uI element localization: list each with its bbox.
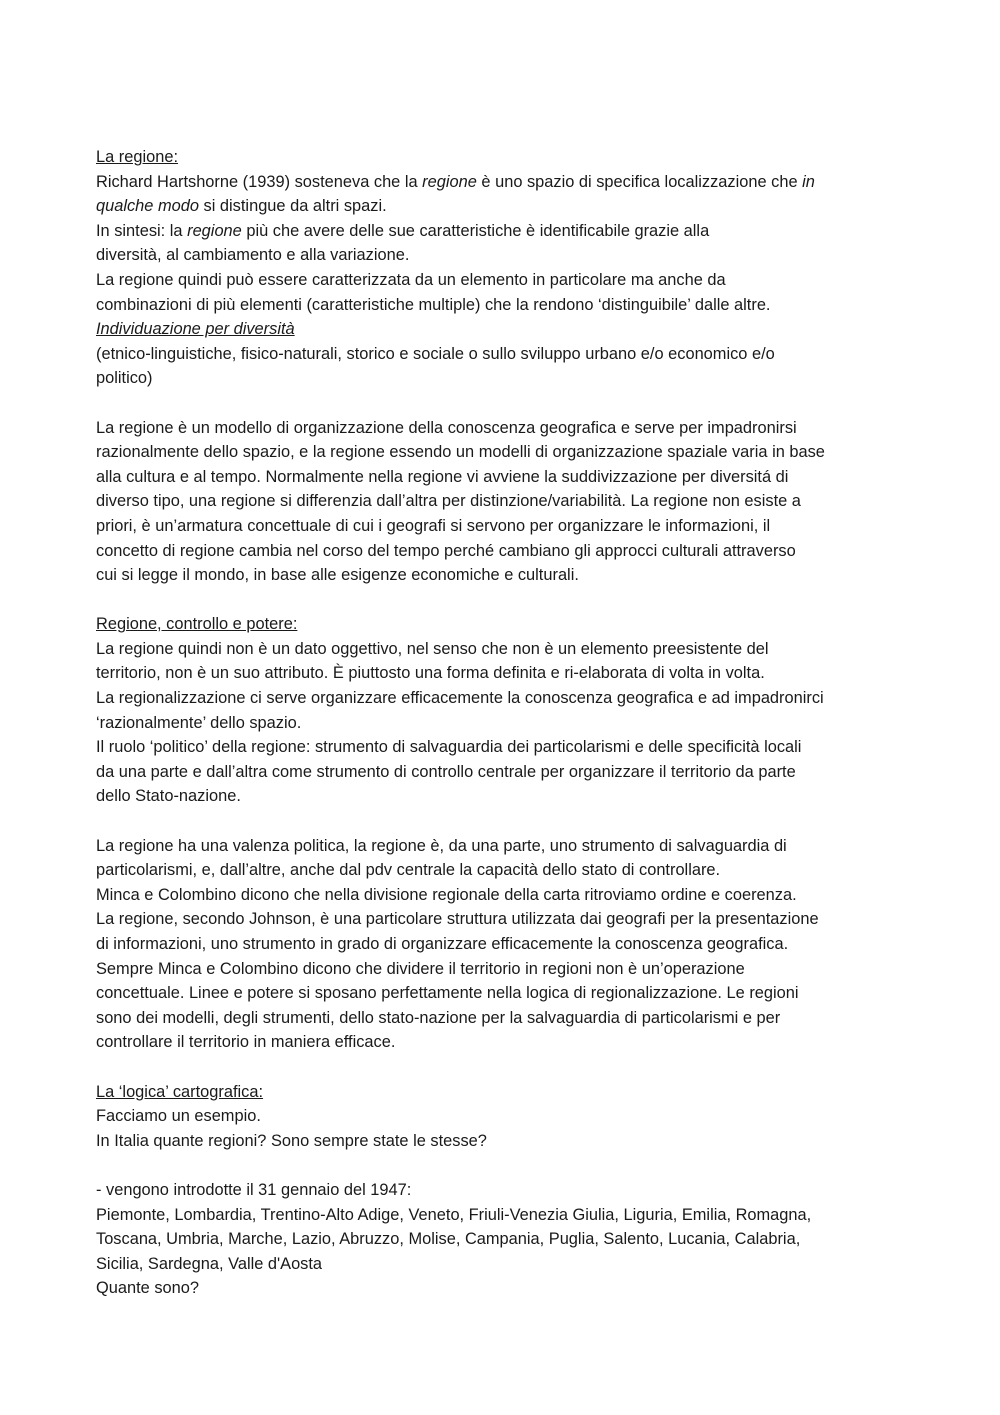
paragraph-line: concetto di regione cambia nel corso del tempo perché cambiano gli approcci culturali attraverso xyxy=(96,541,796,560)
paragraph-line: di informazioni, uno strumento in grado di organizzare efficacemente la conoscenza geografica. xyxy=(96,935,789,953)
paragraph-line: cui si legge il mondo, in base alle esigenze economiche e culturali. xyxy=(96,566,579,585)
paragraph-line: La regionalizzazione ci serve organizzare efficacemente la conoscenza geografica e ad impadronirci xyxy=(96,689,824,708)
paragraph-line: da una parte e dall’altra come strumento di controllo centrale per organizzare il territorio da parte xyxy=(96,762,796,781)
paragraph-line: La regione è un modello di organizzazione della conoscenza geografica e serve per impadronirsi xyxy=(96,418,797,437)
paragraph-line: In Italia quante regioni? Sono sempre state le stesse? xyxy=(96,1131,487,1150)
paragraph-gap xyxy=(96,391,916,416)
paragraph-line: controllare il territorio in maniera efficace. xyxy=(96,1033,396,1052)
paragraph-line: ‘razionalmente’ dello spazio. xyxy=(96,713,302,732)
subsection-heading: Individuazione per diversità xyxy=(96,320,295,339)
section-heading: Regione, controllo e potere: xyxy=(96,615,298,634)
paragraph-line: diversità, al cambiamento e alla variazione. xyxy=(96,246,410,265)
paragraph-line: particolarismi, e, dall’altre, anche dal pdv centrale la capacità dello stato di controllare. xyxy=(96,861,721,880)
paragraph-line: sono dei modelli, degli strumenti, dello stato-nazione per la salvaguardia di particolarismi e per xyxy=(96,1008,781,1027)
paragraph-line: combinazioni di più elementi (caratteristiche multiple) che la rendono ‘distinguibile’ dalle altre. xyxy=(96,295,771,314)
paragraph-line: alla cultura e al tempo. Normalmente nella regione vi avviene la suddivizzazione per diversitá di xyxy=(96,467,789,486)
paragraph-line: Toscana, Umbria, Marche, Lazio, Abruzzo, Molise, Campania, Puglia, Salento, Lucania, Calabria, xyxy=(96,1230,801,1249)
paragraph-line: territorio, non è un suo attributo. È piuttosto una forma definita e ri-elaborata di volta in volta. xyxy=(96,664,765,683)
paragraph-line: Piemonte, Lombardia, Trentino-Alto Adige, Veneto, Friuli-Venezia Giulia, Liguria, Emilia, Romagna, xyxy=(96,1205,812,1224)
paragraph-line: Richard Hartshorne (1939) sosteneva che la regione è uno spazio di specifica localizzazione che in xyxy=(96,172,815,191)
paragraph-line: razionalmente dello spazio, e la regione essendo un modelli di organizzazione spaziale varia in base xyxy=(96,443,825,462)
document-page xyxy=(96,145,916,1301)
paragraph-line: - vengono introdotte il 31 gennaio del 1947: xyxy=(96,1180,412,1199)
paragraph-line: Facciamo un esempio. xyxy=(96,1107,261,1126)
paragraph-line: Minca e Colombino dicono che nella divisione regionale della carta ritroviamo ordine e coerenza. xyxy=(96,885,797,904)
section-valenza-politica xyxy=(96,834,916,1055)
paragraph-line: politico) xyxy=(96,369,153,388)
paragraph-line: (etnico-linguistiche, fisico-naturali, storico e sociale o sullo sviluppo urbano e/o economico e/o xyxy=(96,344,775,363)
section-logica-cartografica xyxy=(96,1080,916,1154)
paragraph-gap xyxy=(96,588,916,613)
paragraph-gap xyxy=(96,1153,916,1178)
paragraph-line: Sicilia, Sardegna, Valle d'Aosta xyxy=(96,1254,323,1273)
paragraph-line: In sintesi: la regione più che avere delle sue caratteristiche è identificabile grazie alla xyxy=(96,221,710,240)
section-heading: La ‘logica’ cartografica: xyxy=(96,1082,264,1101)
paragraph-line: La regione ha una valenza politica, la regione è, da una parte, uno strumento di salvaguardia di xyxy=(96,836,787,855)
paragraph-line: priori, è un’armatura concettuale di cui i geografi si servono per organizzare le informazioni, il xyxy=(96,516,771,535)
paragraph-line: La regione, secondo Johnson, è una particolare struttura utilizzata dai geografi per la presentazione xyxy=(96,910,819,929)
paragraph-line: La regione quindi non è un dato oggettivo, nel senso che non è un elemento preesistente del xyxy=(96,639,769,658)
paragraph-line: Sempre Minca e Colombino dicono che dividere il territorio in regioni non è un’operazione xyxy=(96,959,745,978)
paragraph-line: dello Stato-nazione. xyxy=(96,787,241,806)
paragraph-gap xyxy=(96,809,916,834)
paragraph-gap xyxy=(96,1055,916,1080)
section-modello xyxy=(96,416,916,588)
paragraph-line: Il ruolo ‘politico’ della regione: strumento di salvaguardia dei particolarismi e delle specificità locali xyxy=(96,738,802,757)
paragraph-line: concettuale. Linee e potere si sposano perfettamente nella logica di regionalizzazione. Le regioni xyxy=(96,984,799,1003)
section-controllo-potere xyxy=(96,612,916,809)
section-la-regione xyxy=(96,145,916,391)
paragraph-line: qualche modo si distingue da altri spazi. xyxy=(96,197,387,216)
section-heading: La regione: xyxy=(96,148,179,166)
paragraph-line: La regione quindi può essere caratterizzata da un elemento in particolare ma anche da xyxy=(96,270,726,289)
section-elenco-regioni xyxy=(96,1178,916,1301)
paragraph-line: Quante sono? xyxy=(96,1279,199,1298)
paragraph-line: diverso tipo, una regione si differenzia dall’altra per distinzione/variabilità. La regione non esiste a xyxy=(96,492,801,511)
